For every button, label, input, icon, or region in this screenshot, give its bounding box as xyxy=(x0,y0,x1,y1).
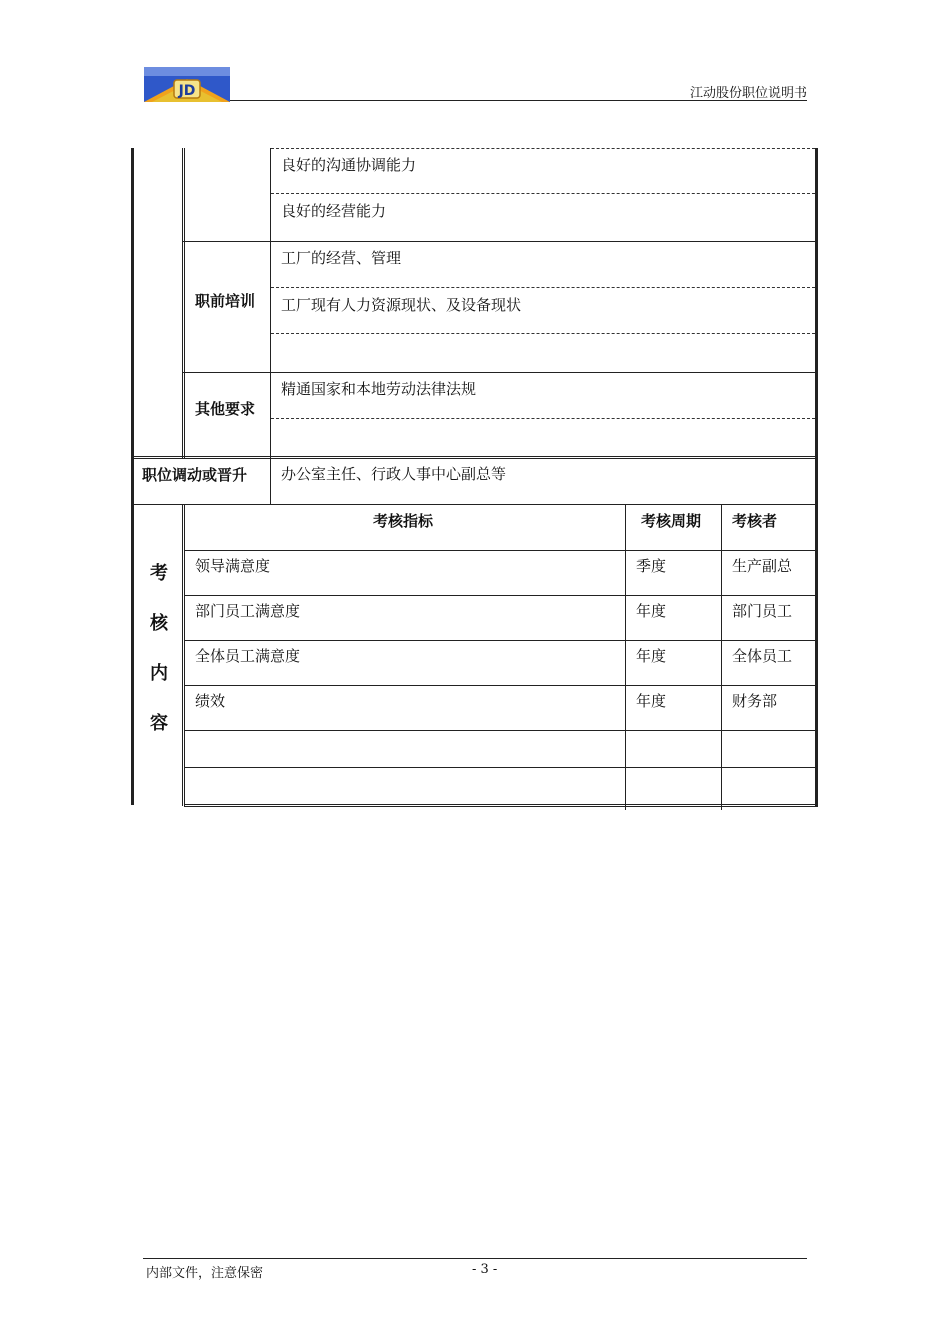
indicator-cell: 部门员工满意度 xyxy=(195,602,301,620)
indicator-cell: 全体员工满意度 xyxy=(195,647,301,665)
promotion-value: 办公室主任、行政人事中心副总等 xyxy=(281,465,507,483)
company-logo xyxy=(144,67,230,102)
promotion-label: 职位调动或晋升 xyxy=(142,466,248,484)
confidential-notice: 内部文件，注意保密 xyxy=(146,1266,264,1281)
ability-item: 良好的沟通协调能力 xyxy=(281,156,417,174)
assessor-cell: 财务部 xyxy=(732,692,778,710)
table-left-border xyxy=(131,148,134,805)
period-cell: 年度 xyxy=(636,647,667,665)
indicator-cell: 绩效 xyxy=(195,692,226,710)
assessor-cell: 生产副总 xyxy=(732,557,793,575)
assessment-side-label: 核 xyxy=(150,613,168,634)
requirement-item: 精通国家和本地劳动法律法规 xyxy=(281,380,477,398)
svg-text:JD: JD xyxy=(178,83,196,99)
pre-job-training-label: 职前培训 xyxy=(195,292,256,310)
indicator-cell: 领导满意度 xyxy=(195,557,271,575)
assessment-side-label: 容 xyxy=(150,713,168,734)
assessment-side-label: 内 xyxy=(150,663,168,684)
other-requirements-label: 其他要求 xyxy=(195,400,256,418)
header-indicator: 考核指标 xyxy=(373,512,434,530)
period-cell: 季度 xyxy=(636,557,667,575)
document-title: 江动股份职位说明书 xyxy=(689,86,807,101)
header-period: 考核周期 xyxy=(641,512,702,530)
assessment-side-label: 考 xyxy=(150,563,168,584)
training-item: 工厂的经营、管理 xyxy=(281,249,402,267)
period-cell: 年度 xyxy=(636,602,667,620)
training-item: 工厂现有人力资源现状、及设备现状 xyxy=(281,296,522,314)
footer-rule xyxy=(143,1258,807,1259)
assessor-cell: 全体员工 xyxy=(732,647,793,665)
page-number: - 3 - xyxy=(472,1262,498,1277)
assessor-cell: 部门员工 xyxy=(732,602,793,620)
ability-item: 良好的经营能力 xyxy=(281,202,387,220)
table-right-border xyxy=(815,148,818,807)
period-cell: 年度 xyxy=(636,692,667,710)
header-assessor: 考核者 xyxy=(732,512,778,530)
